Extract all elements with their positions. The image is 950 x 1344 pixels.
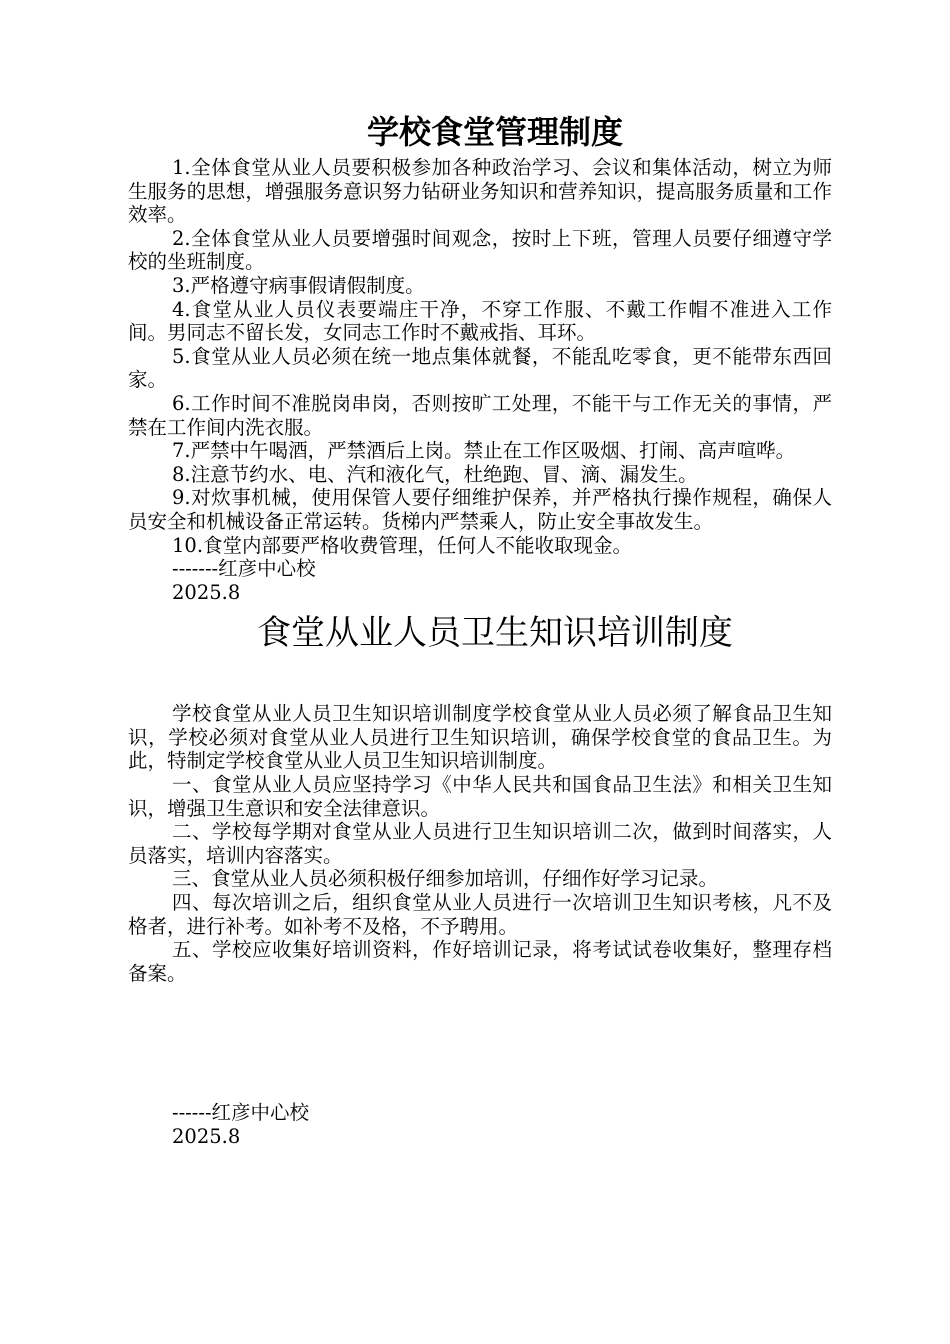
doc2-paragraph: 五、学校应收集好培训资料，作好培训记录，将考试试卷收集好，整理存档备案。 bbox=[128, 938, 832, 985]
doc1-item: 9.对炊事机械，使用保管人要仔细维护保养，并严格执行操作规程，确保人员安全和机械设备正常运转。货梯内严禁乘人，防止安全事故发生。 bbox=[128, 486, 832, 533]
doc2-paragraph: 三、食堂从业人员必须积极仔细参加培训，仔细作好学习记录。 bbox=[172, 867, 719, 891]
doc2-paragraph: 一、食堂从业人员应坚持学习《中华人民共和国食品卫生法》和相关卫生知识，增强卫生意识和安全法律意识。 bbox=[128, 773, 832, 820]
document-page bbox=[128, 108, 832, 1149]
doc1-item: 6.工作时间不准脱岗串岗，否则按旷工处理，不能干与工作无关的事情，严禁在工作间内洗衣服。 bbox=[128, 391, 832, 439]
doc1-item: 8.注意节约水、电、汽和液化气，杜绝跑、冒、滴、漏发生。 bbox=[172, 462, 698, 486]
doc1-item: 3.严格遵守病事假请假制度。 bbox=[172, 273, 425, 297]
doc2-title: 食堂从业人员卫生知识培训制度 bbox=[257, 613, 733, 654]
doc2-body bbox=[128, 702, 832, 985]
doc1-item: 5.食堂从业人员必须在统一地点集体就餐，不能乱吃零食，更不能带东西回家。 bbox=[128, 344, 832, 392]
doc2-paragraph: 学校食堂从业人员卫生知识培训制度学校食堂从业人员必须了解食品卫生知识，学校必须对食堂从业人员进行卫生知识培训，确保学校食堂的食品卫生。为此，特制定学校食堂从业人员卫生知识培训制度。 bbox=[128, 702, 832, 773]
spacer bbox=[128, 658, 832, 702]
doc1-title: 学校食堂管理制度 bbox=[366, 113, 623, 151]
doc1-signature: -------红彦中心校 bbox=[172, 557, 316, 581]
doc1-body bbox=[128, 156, 832, 604]
doc1-item: 4.食堂从业人员仪表要端庄干净，不穿工作服、不戴工作帽不准进入工作间。男同志不留长发，女同志工作时不戴戒指、耳环。 bbox=[128, 297, 832, 345]
doc2-date: 2025.8 bbox=[172, 1125, 241, 1148]
doc2-paragraph: 四、每次培训之后，组织食堂从业人员进行一次培训卫生知识考核，凡不及格者，进行补考。如补考不及格，不予聘用。 bbox=[128, 891, 832, 938]
doc1-date: 2025.8 bbox=[172, 580, 241, 604]
doc2-signature: ------红彦中心校 bbox=[172, 1101, 310, 1125]
doc1-item: 1.全体食堂从业人员要积极参加各种政治学习、会议和集体活动，树立为师生服务的思想，增强服务意识努力钻研业务知识和营养知识，提高服务质量和工作效率。 bbox=[128, 156, 832, 227]
spacer bbox=[128, 985, 832, 1101]
doc1-item: 7.严禁中午喝酒，严禁酒后上岗。禁止在工作区吸烟、打闹、高声喧哗。 bbox=[172, 439, 796, 463]
doc1-item: 2.全体食堂从业人员要增强时间观念，按时上下班，管理人员要仔细遵守学校的坐班制度。 bbox=[128, 226, 832, 274]
doc1-item: 10.食堂内部要严格收费管理，任何人不能收取现金。 bbox=[172, 533, 633, 557]
doc2-paragraph: 二、学校每学期对食堂从业人员进行卫生知识培训二次，做到时间落实，人员落实，培训内容落实。 bbox=[128, 820, 832, 867]
